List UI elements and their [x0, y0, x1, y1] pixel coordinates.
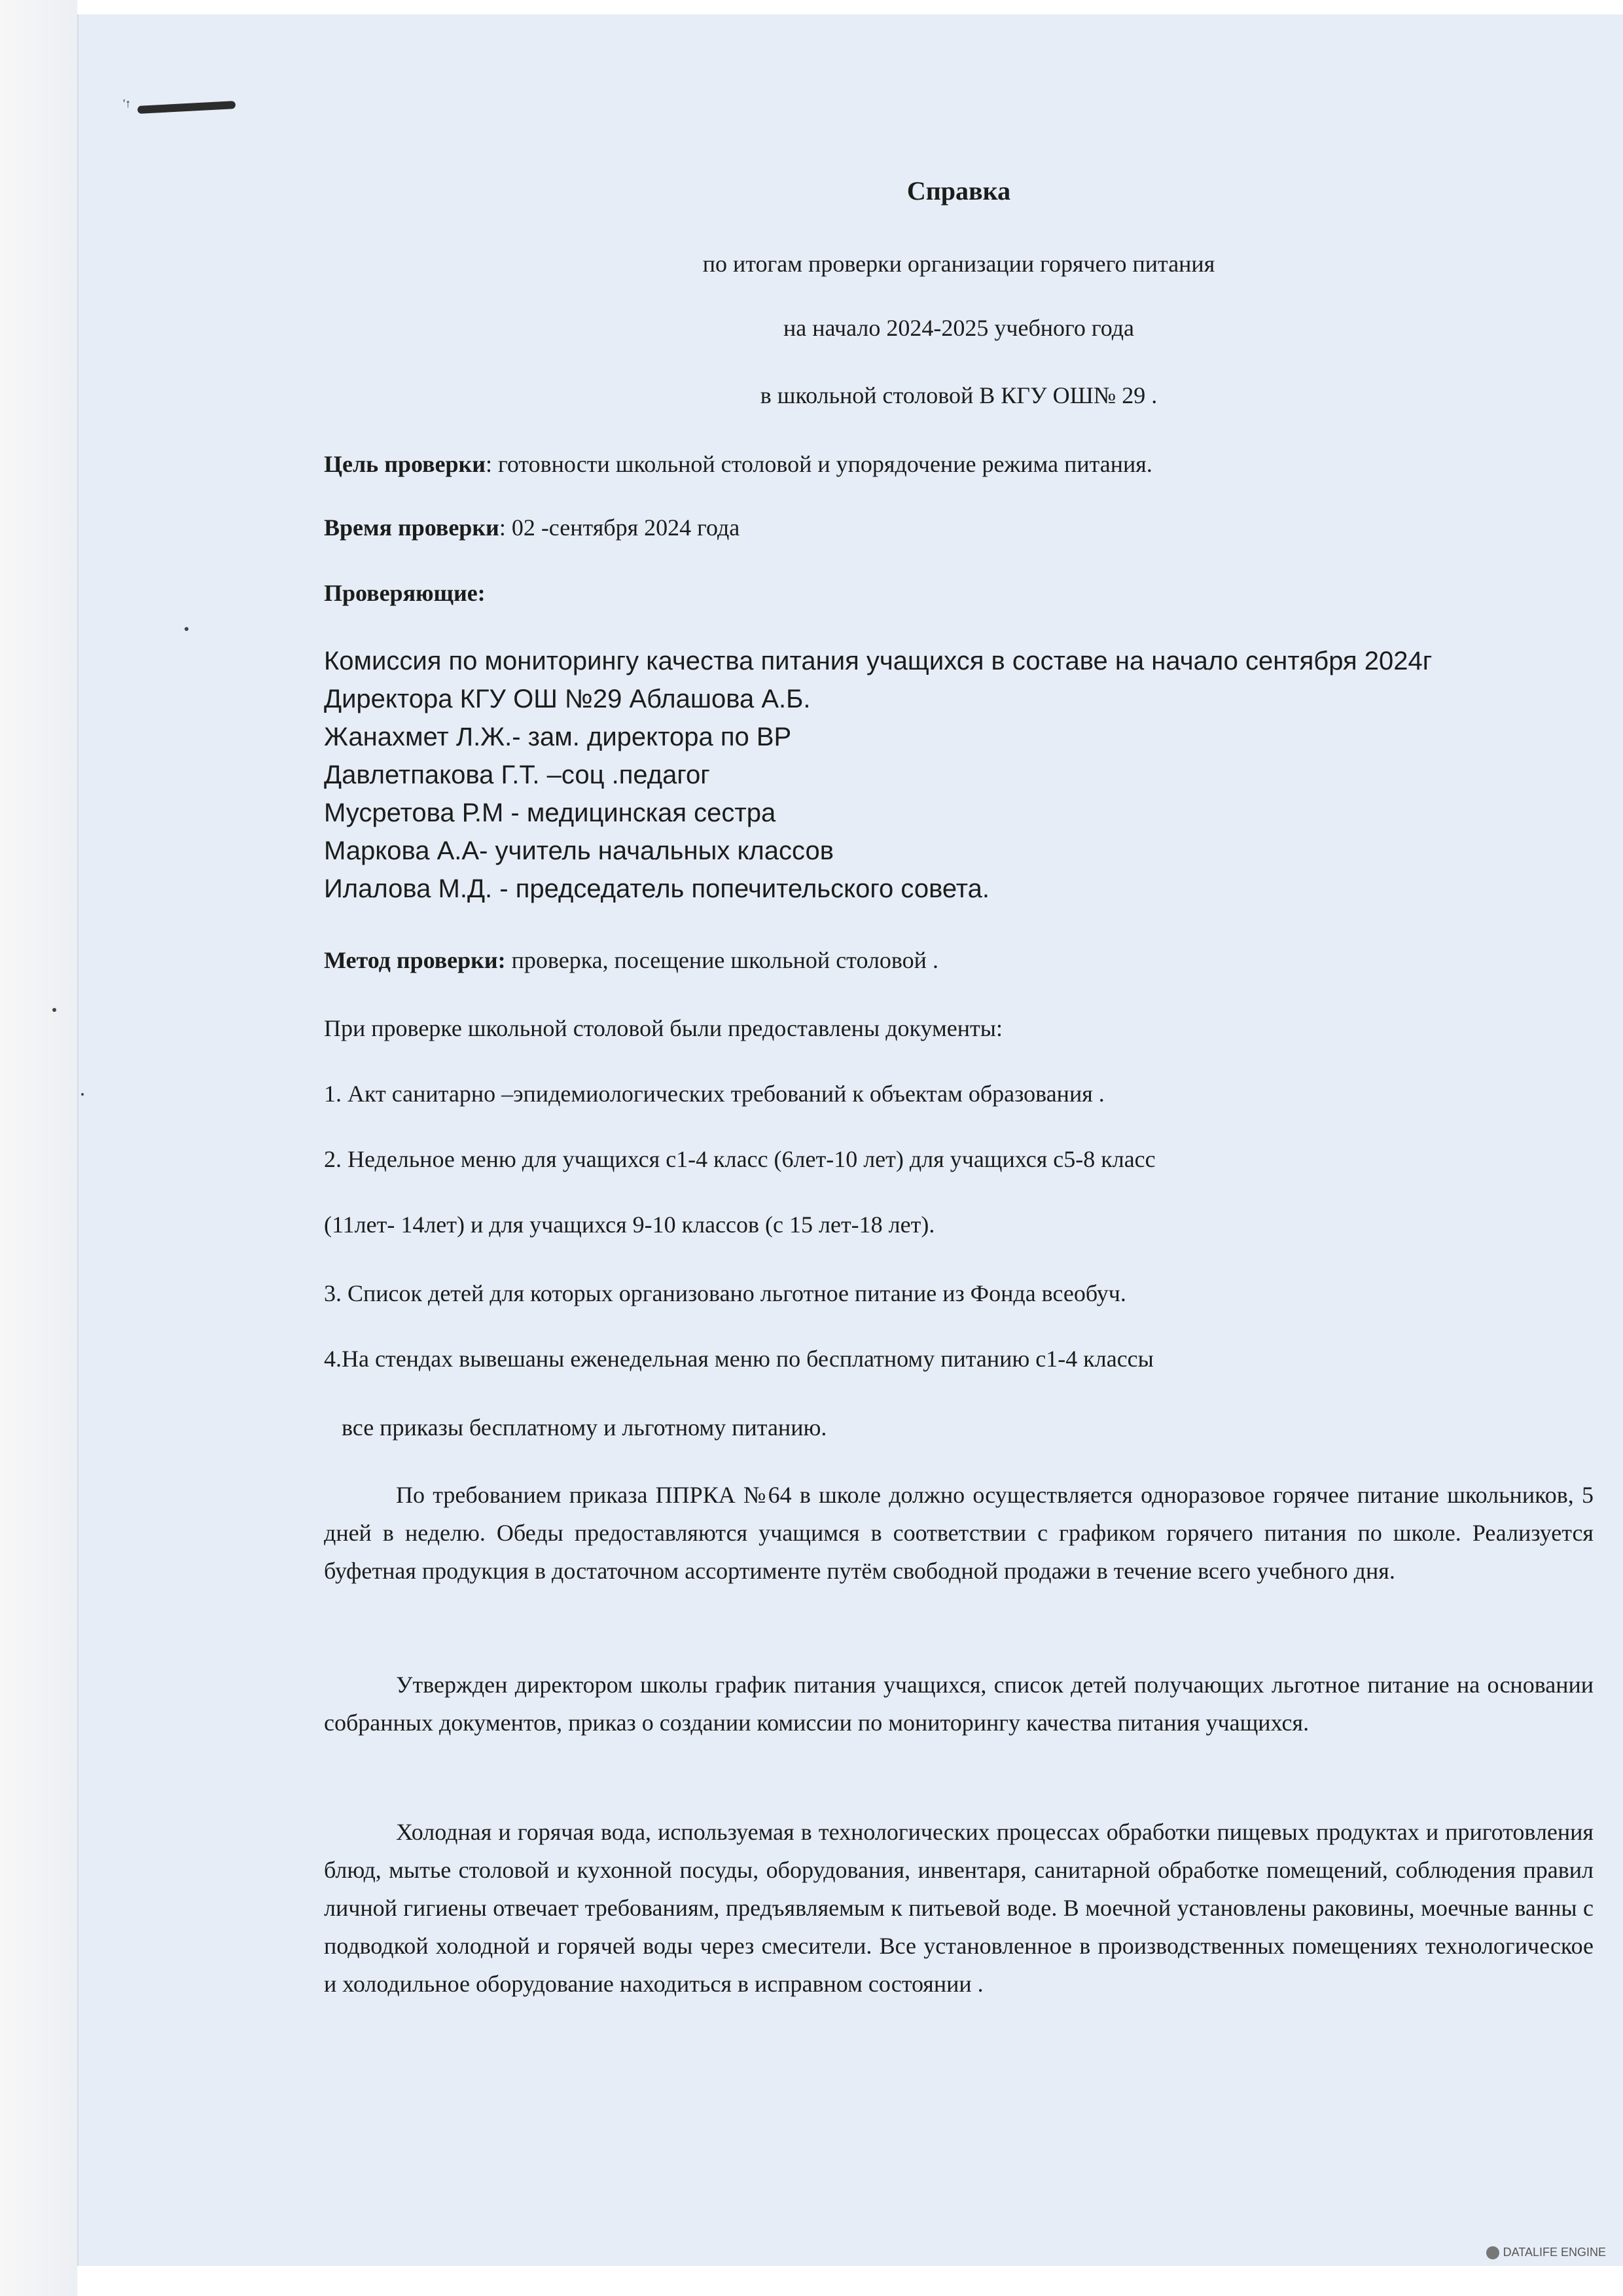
method-line — [324, 946, 938, 974]
body-paragraph: Холодная и горячая вода, используемая в технологических процессах обработки пищевых продуктах и приготовления блюд, мытье столовой и кухонной посуды, оборудования, инвентаря, санитарной обработке помещений, соблюдения правил личной гигиены отвечает требованиям, предъявляемым к питьевой воде. В моечной установлены раковины, моечные ванны с подводкой холодной и горячей воды через смесители. Все установленное в производственных помещениях технологическое и холодильное оборудование находиться в исправном состоянии . — [324, 1819, 1594, 1997]
scan-speck — [52, 1008, 56, 1012]
watermark-logo — [1486, 2246, 1606, 2259]
scan-margin — [0, 0, 77, 2296]
commission-line: Маркова А.А- учитель начальных классов — [324, 836, 834, 865]
subtitle-line-2: на начало 2024-2025 учебного года — [783, 315, 1135, 341]
body-paragraph: Утвержден директором школы график питания учащихся, список детей получающих льготное питание на основании собранных документов, приказ о создании комиссии по мониторингу качества питания учащихся. — [324, 1672, 1594, 1736]
time-line — [324, 514, 740, 541]
doc-item: (11лет- 14лет) и для учащихся 9-10 классов (с 15 лет-18 лет). — [324, 1211, 935, 1238]
document-title: Справка — [906, 176, 1011, 206]
doc-item: 4.На стендах вывешаны еженедельная меню по бесплатному питанию с1-4 классы — [324, 1346, 1154, 1372]
purpose-label: Цель проверки — [324, 451, 486, 477]
doc-item: 1. Акт санитарно –эпидемиологических требований к объектам образования . — [324, 1081, 1105, 1107]
commission-line: Директора КГУ ОШ №29 Аблашова А.Б. — [324, 685, 811, 713]
subtitle-line-1: по итогам проверки организации горячего питания — [702, 251, 1215, 277]
purpose-text: : готовности школьной столовой и упорядочение режима питания. — [486, 451, 1152, 477]
method-text: проверка, посещение школьной столовой . — [505, 947, 938, 973]
commission-line: Мусретова Р.М - медицинская сестра — [324, 798, 776, 827]
commission-line: Давлетпакова Г.Т. –соц .педагог — [324, 761, 710, 789]
watermark-text: DATALIFE ENGINE — [1503, 2246, 1606, 2259]
docs-intro: При проверке школьной столовой были предоставлены документы: — [324, 1015, 1003, 1041]
scan-speck — [81, 1093, 84, 1096]
method-label: Метод проверки: — [324, 947, 506, 973]
body-paragraph: По требованием приказа ППРКА №64 в школе должно осуществляется одноразовое горячее питание школьников, 5 дней в неделю. Обеды предоставляются учащимся в соответствии с графиком горячего питания по школе. Реализуется буфетная продукция в достаточном ассортименте путём свободной продажи в течение всего учебного дня. — [324, 1482, 1594, 1584]
commission-line: Илалова М.Д. - председатель попечительского совета. — [324, 874, 990, 903]
subtitle-line-3: в школьной столовой В КГУ ОШ№ 29 . — [760, 382, 1158, 408]
datalife-logo-icon — [1486, 2246, 1499, 2259]
purpose-line — [324, 450, 1152, 478]
scan-speck — [185, 627, 188, 631]
time-text: : 02 -сентября 2024 года — [499, 514, 740, 541]
commission-line: Комиссия по мониторингу качества питания учащихся в составе на начало сентября 2024г — [324, 647, 1433, 675]
doc-item: все приказы бесплатному и льготному питанию. — [324, 1414, 827, 1441]
doc-item: 2. Недельное меню для учащихся с1-4 класс (6лет-10 лет) для учащихся с5-8 класс — [324, 1146, 1156, 1172]
doc-item: 3. Список детей для которых организовано льготное питание из Фонда всеобуч. — [324, 1280, 1126, 1306]
staple-mark: '↑ — [123, 97, 132, 110]
time-label: Время проверки — [324, 514, 499, 541]
commission-line: Жанахмет Л.Ж.- зам. директора по ВР — [324, 723, 792, 751]
inspectors-label: Проверяющие: — [324, 580, 486, 606]
